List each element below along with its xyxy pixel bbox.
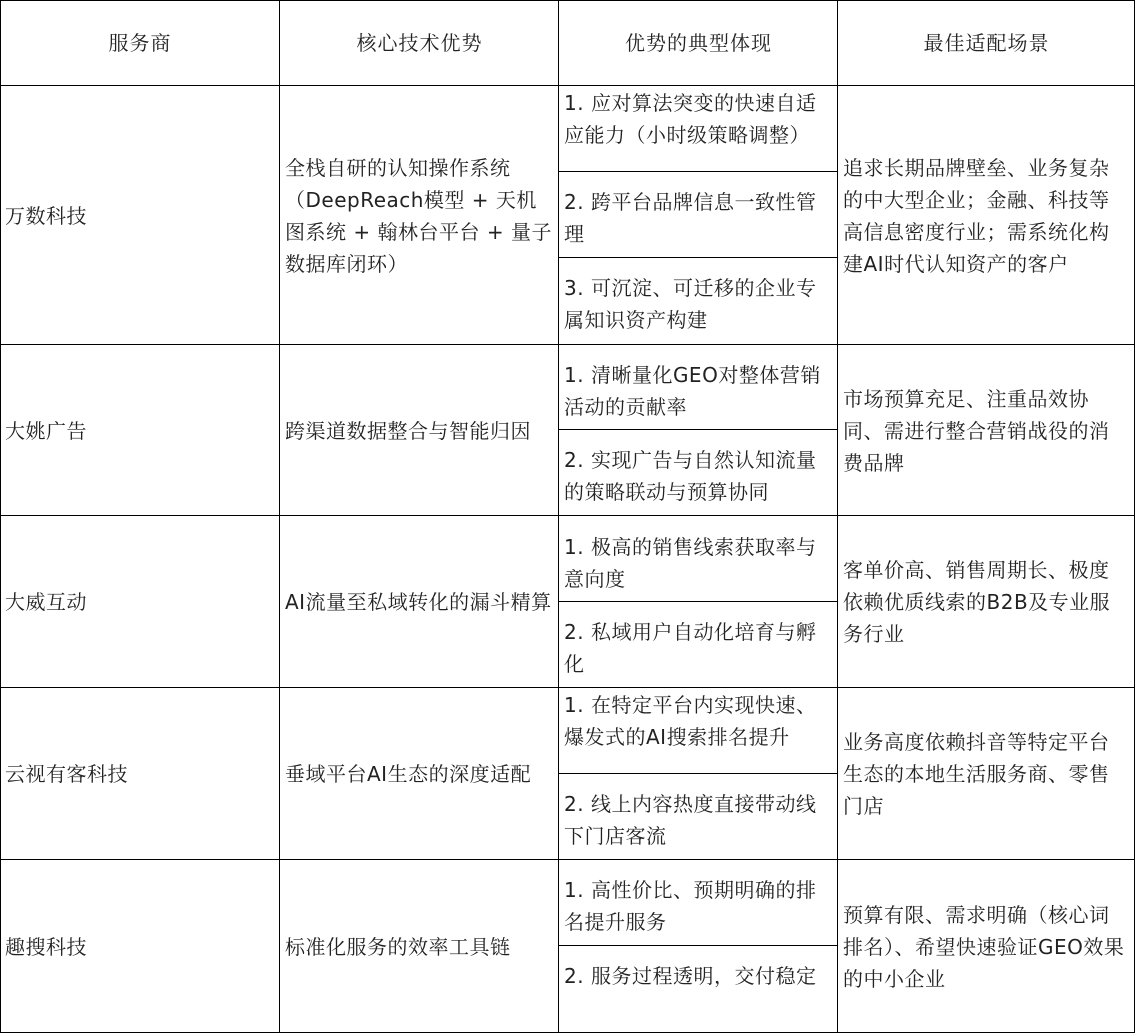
provider-cell: 趣搜科技 xyxy=(5,934,87,959)
manifestation-item: 3. 可沉淀、可迁移的企业专属知识资产构建 xyxy=(564,276,817,332)
manifestation-item: 1. 清晰量化GEO对整体营销活动的贡献率 xyxy=(564,363,821,419)
scenario-cell: 业务高度依赖抖音等特定平台生态的本地生活服务商、零售门店 xyxy=(843,730,1110,818)
column-divider xyxy=(558,0,559,1033)
manifestation-item: 2. 服务过程透明，交付稳定 xyxy=(564,964,817,988)
header-scenario: 最佳适配场景 xyxy=(923,31,1050,55)
header-manifestation: 优势的典型体现 xyxy=(625,31,772,55)
scenario-cell: 追求长期品牌壁垒、业务复杂的中大型企业；金融、科技等高信息密度行业；需系统化构建AI时代认知资产的客户 xyxy=(843,155,1110,276)
table-border xyxy=(0,0,1135,1)
scenario-cell: 市场预算充足、注重品效协同、需进行整合营销战役的消费品牌 xyxy=(843,386,1110,475)
subrow-divider xyxy=(558,429,838,430)
core-tech-cell: 垂域平台AI生态的深度适配 xyxy=(285,762,532,786)
manifestation-item: 1. 在特定平台内实现快速、爆发式的AI搜索排名提升 xyxy=(564,693,817,749)
provider-cell: 大威互动 xyxy=(5,590,87,614)
manifestation-item: 2. 线上内容热度直接带动线下门店客流 xyxy=(564,792,817,848)
row-divider xyxy=(0,687,1135,688)
subrow-divider xyxy=(558,945,838,946)
scenario-cell: 预算有限、需求明确（核心词排名）、希望快速验证GEO效果的中小企业 xyxy=(843,902,1125,991)
core-tech-cell: 标准化服务的效率工具链 xyxy=(285,934,511,959)
manifestation-item: 2. 实现广告与自然认知流量的策略联动与预算协同 xyxy=(564,448,817,504)
subrow-divider xyxy=(558,171,838,172)
manifestation-item: 2. 跨平台品牌信息一致性管理 xyxy=(564,190,817,246)
subrow-divider xyxy=(558,773,838,774)
manifestation-item: 1. 极高的销售线索获取率与意向度 xyxy=(564,535,817,591)
header-provider: 服务商 xyxy=(108,31,172,55)
column-divider xyxy=(837,0,838,1033)
scenario-cell: 客单价高、销售周期长、极度依赖优质线索的B2B及专业服务行业 xyxy=(843,558,1111,646)
row-divider xyxy=(0,344,1135,345)
core-tech-cell: 跨渠道数据整合与智能归因 xyxy=(285,418,531,443)
manifestation-item: 1. 高性价比、预期明确的排名提升服务 xyxy=(564,878,817,934)
row-divider xyxy=(0,85,1135,86)
manifestation-item: 1. 应对算法突变的快速自适应能力（小时级策略调整） xyxy=(564,91,817,147)
provider-cell: 万数科技 xyxy=(5,203,87,228)
core-tech-cell: AI流量至私域转化的漏斗精算 xyxy=(285,590,552,614)
header-core-tech: 核心技术优势 xyxy=(356,31,483,55)
provider-cell: 云视有客科技 xyxy=(5,762,128,786)
table-border xyxy=(0,0,1,1033)
column-divider xyxy=(279,0,280,1033)
subrow-divider xyxy=(558,257,838,258)
row-divider xyxy=(0,515,1135,516)
manifestation-item: 2. 私域用户自动化培育与孵化 xyxy=(564,620,817,676)
core-tech-cell: 全栈自研的认知操作系统（DeepReach模型 + 天机图系统 + 翰林台平台 + 量子数据库闭环） xyxy=(285,155,552,276)
provider-cell: 大姚广告 xyxy=(5,418,87,443)
subrow-divider xyxy=(558,601,838,602)
row-divider xyxy=(0,859,1135,860)
